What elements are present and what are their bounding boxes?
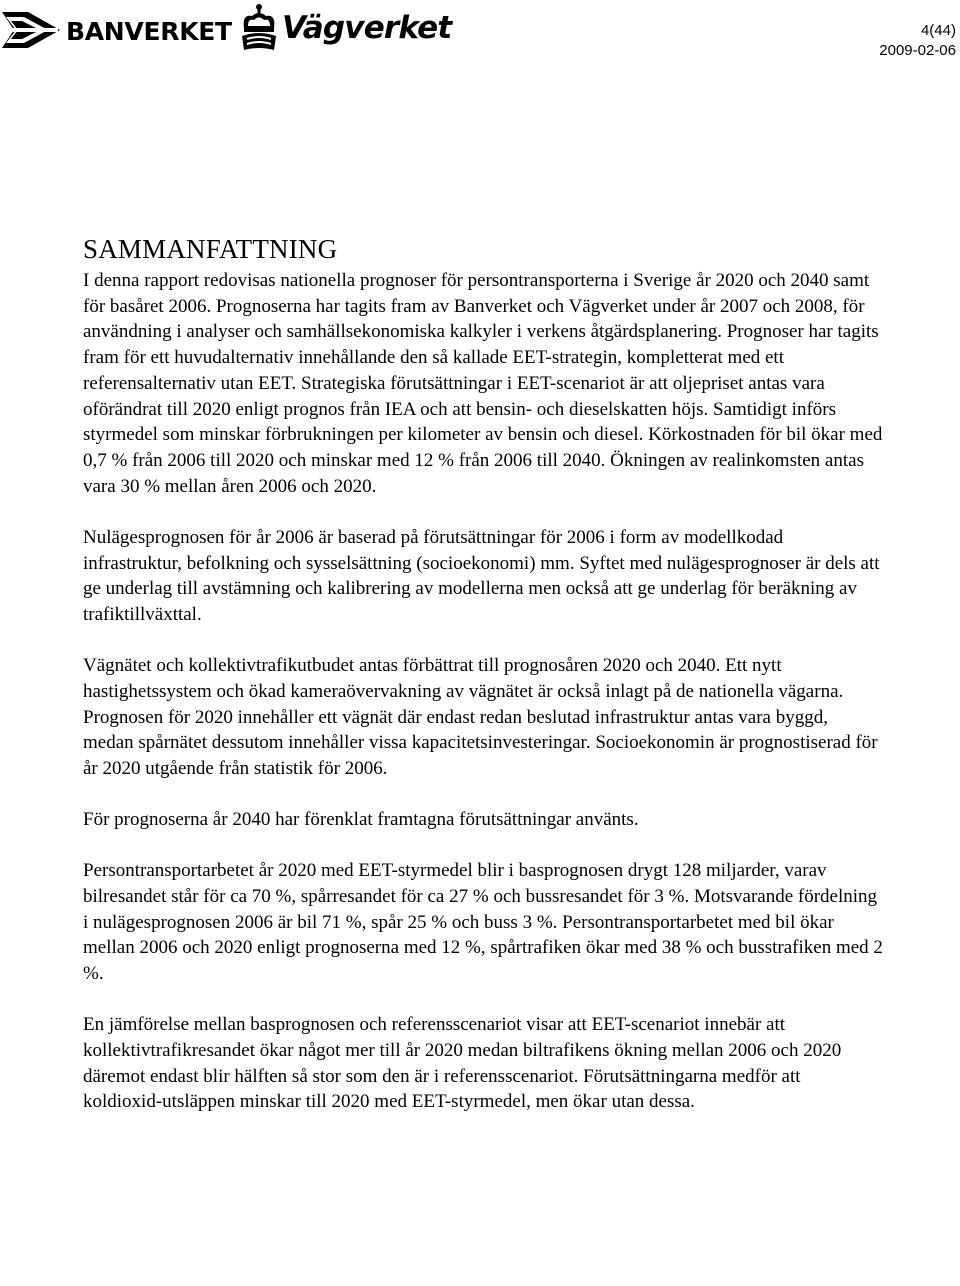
vagverket-logo-text: Vägverket xyxy=(282,10,452,46)
vagverket-crown-icon xyxy=(238,2,280,58)
paragraph: I denna rapport redovisas nationella prognoser för persontransporterna i Sverige år 2020 och 2040 samt för basåret 2006. Prognoserna har tagits fram av Banverket och Vägverket under år 2007 och 2008, för användning i analyser och samhällsekonomiska kalkyler i verkens åtgärdsplanering. Prognoser har tagits fram för ett huvudalternativ innehållande den så kallade EET-strategin, kompletterat med ett referensalternativ utan EET. Strategiska förutsättningar i EET-scenariot är att oljepriset antas vara oförändrat till 2020 enligt prognos från IEA och att bensin- och dieselskatten höjs. Samtidigt införs styrmedel som minskar förbrukningen per kilometer av bensin och diesel. Körkostnaden för bil ökar med 0,7 % från 2006 till 2020 och minskar med 12 % från 2006 till 2040. Ökningen av realinkomsten antas vara 30 % mellan åren 2006 och 2020. xyxy=(83,270,883,497)
paragraph: En jämförelse mellan basprognosen och referensscenariot visar att EET-scenariot innebär att kollektivtrafikresandet ökar något mer till år 2020 medan biltrafikens ökning mellan 2006 och 2020 däremot endast blir hälften så stor som den är i referensscenariot. Förutsättningarna medför att koldioxid-utsläppen minskar till 2020 med EET-styrmedel, men ökar utan dessa. xyxy=(83,1014,842,1113)
banverket-logo-icon xyxy=(2,8,62,54)
paragraph: Vägnätet och kollektivtrafikutbudet antas förbättrat till prognosåren 2020 och 2040. Ett nytt hastighetssystem och ökad kameraövervakning av vägnätet är också inlagt på de nationella vägarna. Prognosen för 2020 innehåller ett vägnät där endast redan beslutad infrastruktur antas vara byggd, medan spårnätet dessutom innehåller vissa kapacitetsinvesteringar. Socioekonomin är prognostiserad för år 2020 utgående från statistik för 2006. xyxy=(83,655,878,779)
document-title: SAMMANFATTNING xyxy=(83,234,338,264)
banverket-logo xyxy=(2,8,232,54)
paragraph: För prognoserna år 2040 har förenklat framtagna förutsättningar använts. xyxy=(83,809,639,831)
paragraph: Persontransportarbetet år 2020 med EET-styrmedel blir i basprognosen drygt 128 miljarder, varav bilresandet står för ca 70 %, spårresandet för ca 27 % och bussresandet för 3 %. Motsvarande fördelning i nulägesprognosen 2006 är bil 71 %, spår 25 % och buss 3 %. Persontransportarbetet med bil ökar mellan 2006 och 2020 enligt prognoserna med 12 %, spårtrafiken ökar med 38 % och busstrafiken med 2 %. xyxy=(83,860,883,985)
document-date: 2009-02-06 xyxy=(879,42,956,59)
banverket-logo-text: BANVERKET xyxy=(66,17,232,46)
document-body xyxy=(83,232,883,1141)
page-number: 4(44) xyxy=(920,22,956,39)
paragraph: Nulägesprognosen för år 2006 är baserad på förutsättningar för 2006 i form av modellkodad infrastruktur, befolkning och sysselsättning (socioekonomi) mm. Syftet med nulägesprognoser är dels att ge underlag till avstämning och kalibrering av modellerna men också att ge underlag för beräkning av trafiktillväxttal. xyxy=(83,526,880,625)
page-header xyxy=(0,0,960,70)
vagverket-logo xyxy=(238,2,468,58)
